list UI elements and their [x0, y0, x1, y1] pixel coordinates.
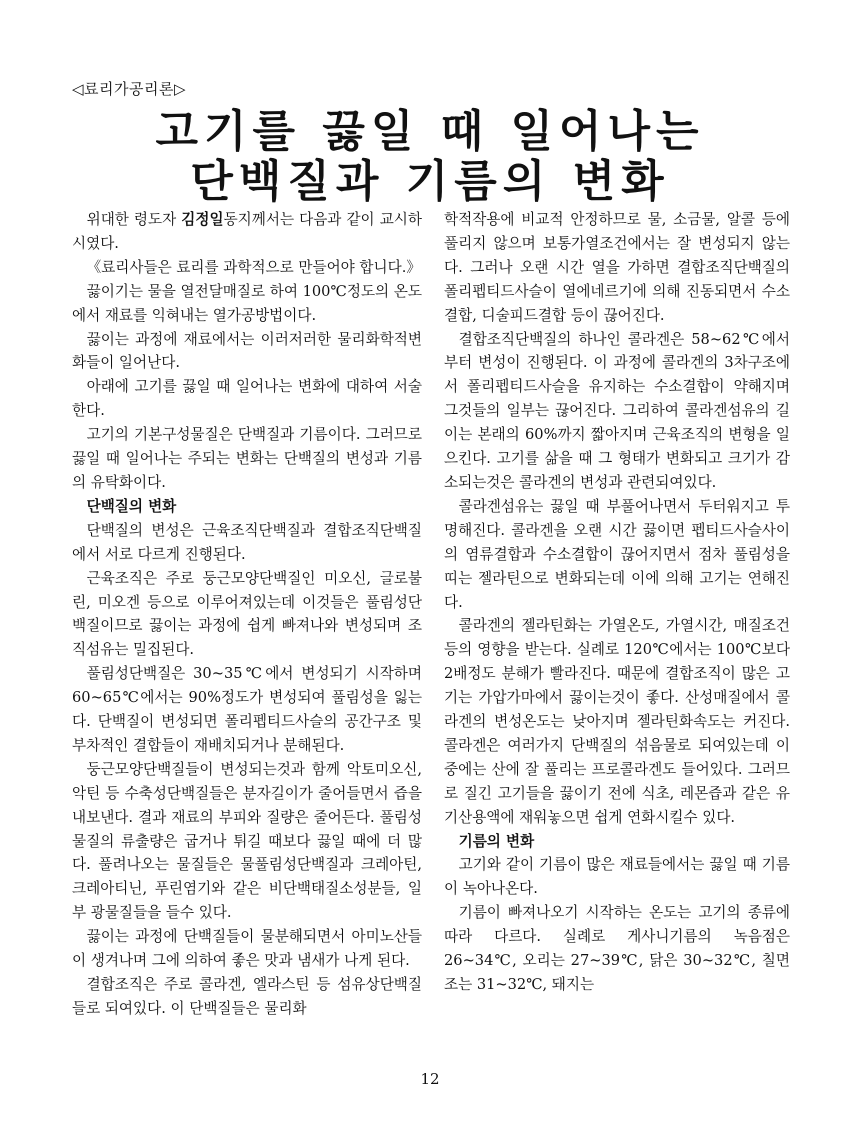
article-title-line-1: 고기를 끓일 때 일어나는: [155, 106, 705, 157]
paragraph: 둥근모양단백질들이 변성되는것과 함께 악토미오신, 악틴 등 수축성단백질들은 분자길이가 줄어들면서 즙을 내보낸다. 결과 재료의 부피와 질량은 줄어든다. 풀림성물질의 류출량은 굽거나 튀길 때보다 끓일 때에 더 많다. 풀려나오는 물질들은 물풀림성단백질과 크레아틴, 크레아티닌, 푸린염기와 같은 비단백태질소성분들, 일부 광물질들을 들수 있다.: [72, 760, 422, 922]
section-heading-fat: 기름의 변화: [458, 832, 535, 850]
paragraph: 고기의 기본구성물질은 단백질과 기름이다. 그러므로 끓일 때 일어나는 주되는 변화는 단백질의 변성과 기름의 유탁화이다.: [72, 426, 422, 491]
page-number: 12: [420, 1070, 440, 1088]
section-label: ◁료리가공리론▷: [72, 80, 187, 98]
paragraph: 끓이는 과정에 재료에서는 이러저러한 물리화학적변화들이 일어난다.: [72, 330, 422, 372]
paragraph: 콜라겐섬유는 끓일 때 부풀어나면서 두터워지고 투명해진다. 콜라겐을 오랜 시간 끓이면 펩티드사슬사이의 염류결합과 수소결합이 끊어지면서 점차 풀림성을 띠는 젤라틴으로 변화되는데 이에 의해 고기는 연해진다.: [444, 497, 790, 611]
section-heading-protein: 단백질의 변화: [86, 497, 177, 515]
right-column: [444, 208, 790, 997]
leader-name: 김정일: [181, 211, 224, 228]
paragraph: 결합조직단백질의 하나인 콜라겐은 58~62℃에서부터 변성이 진행된다. 이 과정에 콜라겐의 3차구조에서 폴리펩티드사슬을 유지하는 수소결합이 약해지며 그것들의 일부는 끊어진다. 그리하여 콜라겐섬유의 길이는 본래의 60%까지 짧아지며 근육조직의 변형을 일으킨다. 고기를 삶을 때 그 형태가 변화되고 크기가 감소되는것은 콜라겐의 변성과 관련되여있다.: [444, 330, 790, 491]
paragraph: 단백질의 변성은 근육조직단백질과 결합조직단백질에서 서로 다르게 진행된다.: [72, 521, 422, 563]
paragraph: 콜라겐의 젤라틴화는 가열온도, 가열시간, 매질조건 등의 영향을 받는다. 실례로 120℃에서는 100℃보다 2배정도 분해가 빨라진다. 때문에 결합조직이 많은 고기는 가압가마에서 끓이는것이 좋다. 산성매질에서 콜라겐의 변성온도는 낮아지며 젤라틴화속도는 커진다. 콜라겐은 여러가지 단백질의 섞음물로 되여있는데 이중에는 산에 잘 풀리는 프로콜라겐도 들어있다. 그러므로 질긴 고기들을 끓이기 전에 식초, 레몬즙과 같은 유기산용액에 재워놓으면 쉽게 연화시킬수 있다.: [444, 617, 790, 826]
paragraph: 끓이기는 물을 열전달매질로 하여 100℃정도의 온도에서 재료를 익혀내는 열가공방법이다.: [72, 282, 422, 324]
paragraph: 풀림성단백질은 30~35℃에서 변성되기 시작하며 60~65℃에서는 90%정도가 변성되여 풀림성을 잃는다. 단백질이 변성되면 폴리펩티드사슬의 공간구조 및 부차적인 결합들이 재배치되거나 분해된다.: [72, 665, 422, 754]
paragraph: 고기와 같이 기름이 많은 재료들에서는 끓일 때 기름이 녹아나온다.: [444, 856, 790, 898]
paragraph: 아래에 고기를 끓일 때 일어나는 변화에 대하여 서술한다.: [72, 378, 422, 420]
paragraph: 위대한 령도자 김정일동지께서는 다음과 같이 교시하시였다.: [72, 211, 422, 252]
paragraph: 결합조직은 주로 콜라겐, 엘라스틴 등 섬유상단백질들로 되여있다. 이 단백질들은 물리화: [72, 976, 422, 1017]
article-title-line-2: 단백질과 기름의 변화: [190, 156, 670, 207]
quote-paragraph: 《료리사들은 료리를 과학적으로 만들어야 합니다.》: [86, 258, 421, 276]
paragraph: 끓이는 과정에 단백질들이 물분해되면서 아미노산들이 생겨나며 그에 의하여 좋은 맛과 냄새가 나게 된다.: [72, 928, 422, 970]
paragraph: 근육조직은 주로 둥근모양단백질인 미오신, 글로불린, 미오겐 등으로 이루어져있는데 이것들은 풀림성단백질이므로 끓이는 과정에 쉽게 빠져나와 변성되며 조직섬유는 밀집된다.: [72, 569, 422, 659]
paragraph: 학적작용에 비교적 안정하므로 물, 소금물, 알콜 등에 풀리지 않으며 보통가열조건에서는 잘 변성되지 않는다. 그러나 오랜 시간 열을 가하면 결합조직단백질의 폴리펩티드사슬이 열에네르기에 의해 진동되면서 수소결합, 디술피드결합 등이 끊어진다.: [444, 211, 790, 324]
left-column: [72, 208, 422, 1021]
paragraph: 기름이 빠져나오기 시작하는 온도는 고기의 종류에 따라 다르다. 실례로 게사니기름의 녹음점은 26~34℃, 오리는 27~39℃, 닭은 30~32℃, 칠면조는 31~32℃, 돼지는: [444, 904, 790, 993]
